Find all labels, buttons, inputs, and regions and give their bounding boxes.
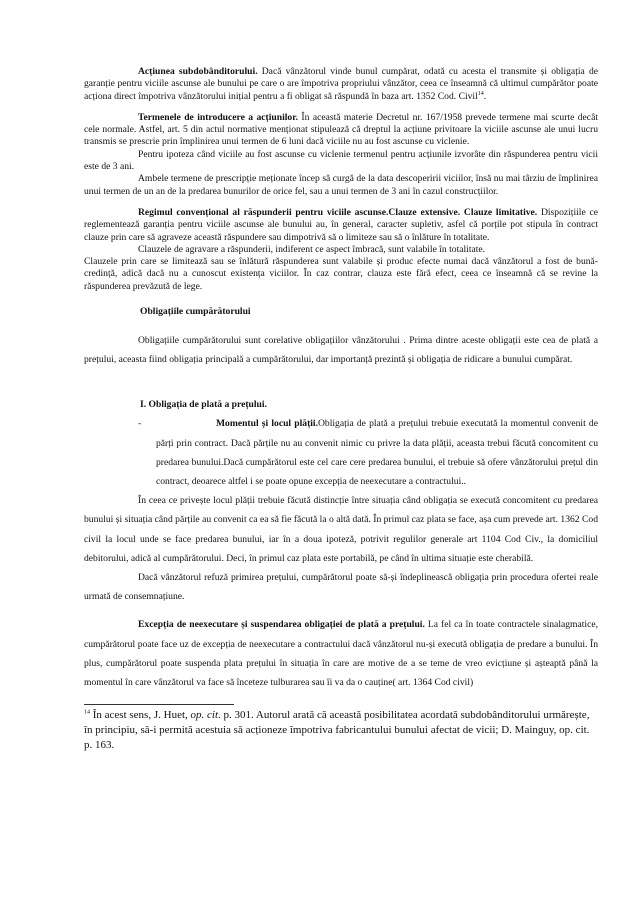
footnote-text-end: . p. 301. Autorul arată că această posibilitatea acordată subdobânditorului urmărește, în principiu, să-i permită acestuia să acționeze împotriva fabricantului bunului afectat de vicii; D. Mainguy, op. cit. p. 163. (84, 709, 590, 752)
paragraph-heading: Acțiunea subdobânditorului. (138, 66, 258, 77)
list-heading: Momentul și locul plății. (216, 418, 318, 430)
paragraph-clauze-limitare: Clauzele prin care se limitează sau se înlătură răspunderea sunt valabile și produc efecte numai dacă vânzătorul a fost de bună-credință, adică dacă nu a cunoscut existența viciilor. În caz contrar, clauza este fără efect, ceea ce înseamnă că se revine la răspunderea prevăzută de lege. (84, 256, 598, 292)
paragraph-text: La fel ca în toate contractele sinalagmatice, cumpărătorul poate face uz de excepția de neexecutare a contractului dacă vânzătorul nu-și execută obligația de predare a bunului. În plus, cumpărătorul poate suspenda plata prețului în situația în care are motive de a se teme de vreo evicțiune și așteaptă până la momentul în care vânzătorul va face să înceteze tulburarea sau îi va da o cauține( art. 1364 Cod civil) (84, 619, 599, 689)
list-body (156, 414, 598, 491)
section-heading-obligatii: Obligațiile cumpărătorului (140, 306, 251, 318)
paragraph-text: Dispozițiile ce reglementează garanția pentru viciile ascunse ale bunului au, în general, caracter supletiv, asfel că porțile pot stipula în contract clauze prin care să agraveze această răspundere sau dimpotrivă să o limiteze sau să o înlăture în totalitate. (84, 206, 599, 243)
footnote-number: 14 (84, 709, 90, 716)
list-dash: - (138, 418, 142, 430)
paragraph-viclenie: Pentru ipoteza când viciile au fost ascunse cu viclenie termenul pentru acțiunile izvorâte din răspunderea pentru vicii este de 3 ani. (84, 148, 598, 173)
paragraph-heading: Regimul convențional al răspunderii pentru viciile ascunse.Clauze extensive. Clauze limitative. (138, 206, 538, 218)
footnote-separator (84, 704, 234, 705)
paragraph-loc-plata: În ceea ce privește locul plății trebuie făcută distincție între situația când obligația se execută concomitent cu predarea bunului și situația când părțile au convenit ca ea să fie făcută la o altă dată. În primul caz plata se face, așa cum prevede art. 1362 Cod civil la locul unde se face predarea bunului, iar în a doua ipoteză, potrivit regulilor generale art 1104 Cod Civ., la domiciliul debitorului, adică al cumpărătorului. Deci, în primul caz plata este portabilă, pe când în ultima situație este cherabilă. (84, 495, 598, 564)
footnote-citation: op. cit (190, 709, 219, 722)
document-page (84, 66, 598, 753)
paragraph-text: În această materie Decretul nr. 167/1958 prevede termene mai scurte decât cele normale. Astfel, art. 5 din actul normative menționat stipulează că dreptul la acțiune privitoare la viciile ascunse ale unui lucru transmis se prescrie prin împlinirea unui termen de 6 luni dacă viciile nu au fost ascunse cu viclenie. (84, 111, 598, 148)
paragraph-end: . (483, 90, 487, 102)
footnote (84, 708, 598, 753)
paragraph-exceptie-neexecutare (84, 615, 598, 692)
section-heading-plata-pretului: I. Obligația de plată a prețului. (140, 399, 267, 411)
list-item-moment-loc (84, 414, 598, 491)
paragraph-text: Dacă vânzătorul vinde bunul cumpărat, odată cu acesta el transmite și obligația de garanție pentru viciile ascunse ale bunului pe care o are împotriva propriului vânzător, ceea ce înseamnă că ultimul cumpărător poate acționa direct împotriva vânzătorului inițial pentru a fi obligat să răspundă în baza art. 1352 Cod. Civil (84, 66, 598, 102)
footnote-text-start: În acest sens, J. Huet, (90, 709, 191, 722)
paragraph-clauze-agravare: Clauzele de agravare a răspunderii, indiferent ce aspect îmbracă, sunt valabile în totalitate. (138, 243, 486, 255)
paragraph-termene (84, 112, 598, 149)
paragraph-obligatii-intro: Obligațiile cumpărătorului sunt corelative obligațiilor vânzătorului . Prima dintre aceste obligații este cea de plată a prețului, aceasta fiind obligația principală a cumpărătorului, dar importanță prezintă și obligația de ridicare a bunului cumpărat. (84, 335, 598, 366)
paragraph-regim-conventional (84, 207, 598, 244)
paragraph-heading: Termenele de introducere a acțiunilor. (138, 111, 298, 123)
paragraph-refuz-primire: Dacă vânzătorul refuză primirea prețului, cumpărătorul poate să-și îndeplinească obligația prin procedura ofertei reale urmată de consemnațiune. (84, 572, 598, 603)
paragraph-prescriptie: Ambele termene de prescripție meționate încep să curgă de la data descoperirii viciilor, însă nu mai târziu de împlinirea unui termen de un an de la predarea bunurilor de orice fel, sau a unui termen de 3 ani în cazul construcțiilor. (84, 173, 598, 197)
paragraph-subdobanditor (84, 66, 598, 103)
list-text: Obligația de plată a prețului trebuie executată la momentul convenit de părți prin contract. Dacă părțile nu au convenit nimic cu privre la data plății, aceasta trebui făcută concomitent cu predarea bunului.Dacă cumpărătorul este cel care cere predarea bunului, el trebuie să ofere vânzătorului prețul din contract, deoarece altfel i se poate opune excepția de neexecutare a contractului.. (156, 418, 598, 488)
footnote-reference[interactable]: 14 (477, 90, 484, 97)
paragraph-heading: Excepția de neexecutare și suspendarea obligației de plată a prețului. (138, 619, 425, 631)
